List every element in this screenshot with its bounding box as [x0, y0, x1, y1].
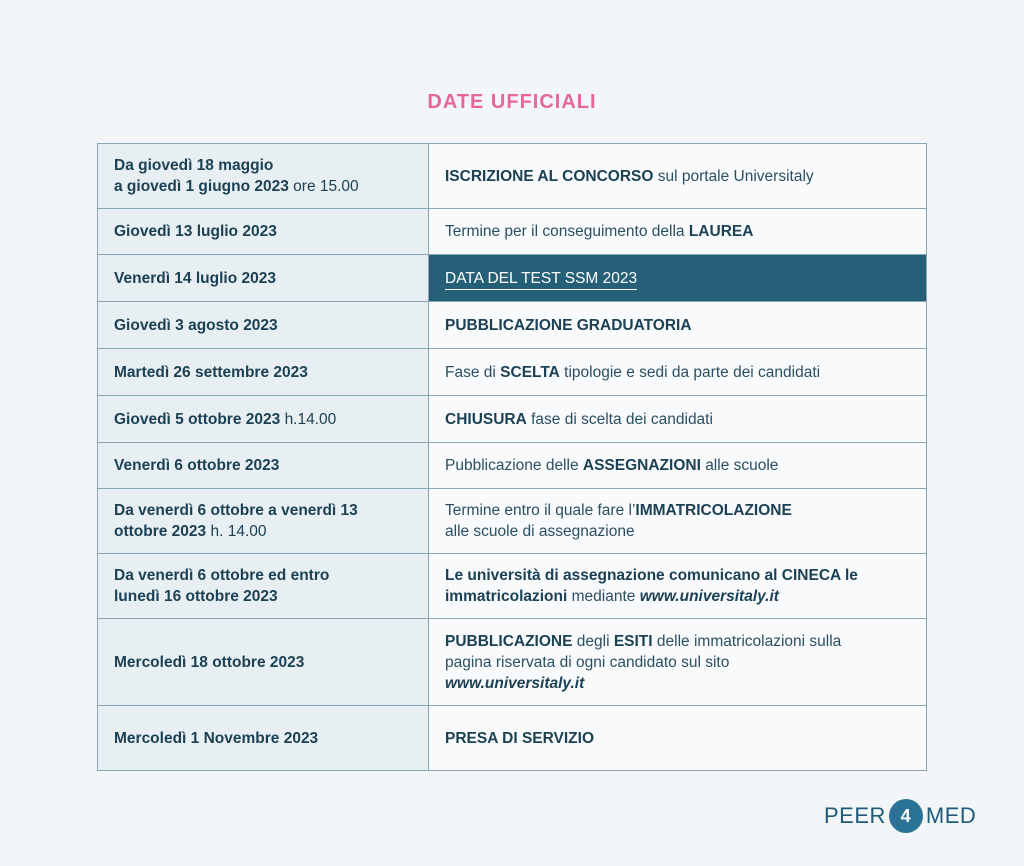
table-row: [98, 144, 927, 209]
date-cell: Mercoledì 1 Novembre 2023: [98, 706, 429, 771]
description-cell: Fase di SCELTA tipologie e sedi da parte dei candidati: [429, 349, 927, 396]
table-row: [98, 443, 927, 489]
description-cell: CHIUSURA fase di scelta dei candidati: [429, 396, 927, 443]
table-row: [98, 349, 927, 396]
description-cell: ISCRIZIONE AL CONCORSO sul portale Universitaly: [429, 144, 927, 209]
page-title: DATE UFFICIALI: [427, 91, 597, 113]
description-cell: Termine per il conseguimento della LAUREA: [429, 209, 927, 255]
universitaly-link[interactable]: www.universitaly.it: [639, 588, 779, 605]
date-cell: Mercoledì 18 ottobre 2023: [98, 619, 429, 706]
table-row: [98, 396, 927, 443]
description-cell: Termine entro il quale fare l’IMMATRICOLAZIONE alle scuole di assegnazione: [429, 489, 927, 554]
universitaly-link[interactable]: www.universitaly.it: [445, 674, 585, 692]
table-row: [98, 706, 927, 771]
description-cell: Le università di assegnazione comunicano al CINECA le immatricolazioni mediante www.universitaly.it: [429, 554, 927, 619]
table-row: [98, 489, 927, 554]
table-row: [98, 209, 927, 255]
description-cell: PUBBLICAZIONE GRADUATORIA: [429, 302, 927, 349]
description-cell: PRESA DI SERVIZIO: [429, 706, 927, 771]
date-cell: Venerdì 14 luglio 2023: [98, 255, 429, 302]
description-cell: PUBBLICAZIONE degli ESITI delle immatricolazioni sulla pagina riservata di ogni candidato sul sito www.universitaly.it: [429, 619, 927, 706]
date-cell: Giovedì 13 luglio 2023: [98, 209, 429, 255]
dates-table: [97, 143, 927, 771]
table-row: [98, 302, 927, 349]
date-cell: Martedì 26 settembre 2023: [98, 349, 429, 396]
peer4med-logo: [824, 796, 976, 836]
description-cell: Pubblicazione delle ASSEGNAZIONI alle scuole: [429, 443, 927, 489]
table-row: [98, 554, 927, 619]
date-cell: Da venerdì 6 ottobre ed entro lunedì 16 ottobre 2023: [98, 554, 429, 619]
logo-mark-icon: 4: [889, 799, 923, 833]
date-cell: Da giovedì 18 maggio a giovedì 1 giugno 2023 ore 15.00: [98, 144, 429, 209]
test-date-label: DATA DEL TEST SSM 2023: [445, 270, 637, 290]
table-row: [98, 619, 927, 706]
date-cell: Venerdì 6 ottobre 2023: [98, 443, 429, 489]
highlighted-description-cell: [429, 255, 927, 302]
date-cell: Giovedì 5 ottobre 2023 h.14.00: [98, 396, 429, 443]
table-row: [98, 255, 927, 302]
logo-text-right: MED: [925, 803, 977, 828]
date-cell: Giovedì 3 agosto 2023: [98, 302, 429, 349]
date-cell: Da venerdì 6 ottobre a venerdì 13 ottobre 2023 h. 14.00: [98, 489, 429, 554]
logo-text-left: PEER: [824, 803, 886, 828]
